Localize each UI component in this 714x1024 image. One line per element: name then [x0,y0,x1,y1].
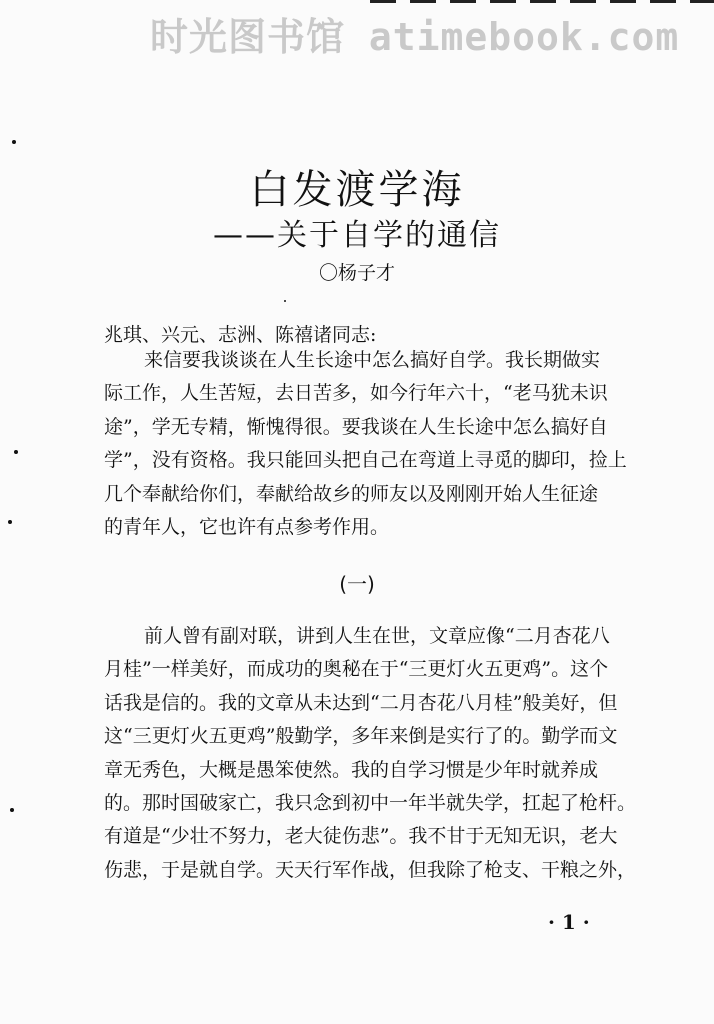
paragraph-line: 几个奉献给你们，奉献给故乡的师友以及刚刚开始人生征途 [104,482,599,505]
paragraph-1 [104,344,632,544]
page-title: 白发渡学海 [249,167,465,213]
paragraph-line: 月桂”一样美好，而成功的奥秘在于“三更灯火五更鸡”。这个 [104,658,609,681]
page-number: · 1 · [548,910,590,934]
paragraph-line: 这“三更灯火五更鸡”般勤学，多年来倒是实行了的。勤学而文 [104,725,618,748]
author-name: 〇杨子才 [318,262,395,284]
top-border-dashes [370,0,714,3]
scan-speck [284,300,286,302]
paragraph-line: 话我是信的。我的文章从未达到“二月杏花八月桂”般美好，但 [104,691,618,714]
paragraph-2 [104,620,637,887]
scan-speck [10,808,14,812]
scan-speck [12,140,16,144]
paragraph-line: 前人曾有副对联，讲到人生在世，文章应像“二月杏花八 [144,625,610,647]
scan-speck [14,450,18,454]
scan-speck [8,520,12,524]
paragraph-line: 际工作，人生苦短，去日苦多，如今行年六十，“老马犹未识 [104,382,608,405]
paragraph-line: 有道是“少壮不努力，老大徒伤悲”。我不甘于无知无识，老大 [104,825,618,848]
paragraph-line: 的青年人，它也许有点参考作用。 [104,516,390,539]
salutation: 兆琪、兴元、志洲、陈禧诸同志: [104,324,377,346]
page-subtitle: ——关于自学的通信 [213,218,501,253]
paragraph-line: 章无秀色，大概是愚笨使然。我的自学习惯是少年时就养成 [104,758,599,781]
paragraph-line: 伤悲，于是就自学。天天行军作战，但我除了枪支、干粮之外， [104,858,637,881]
paragraph-line: 来信要我谈谈在人生长途中怎么搞好自学。我长期做实 [144,349,601,371]
paragraph-line: 的。那时国破家亡，我只念到初中一年半就失学，扛起了枪杆。 [104,792,637,815]
section-heading: (一) [339,572,375,596]
paragraph-line: 途”，学无专精，惭愧得很。要我谈在人生长途中怎么搞好自 [104,415,608,438]
paragraph-line: 学”，没有资格。我只能回头把自己在弯道上寻觅的脚印，捡上 [104,449,627,472]
watermark: 时光图书馆 atimebook.com [150,15,680,59]
